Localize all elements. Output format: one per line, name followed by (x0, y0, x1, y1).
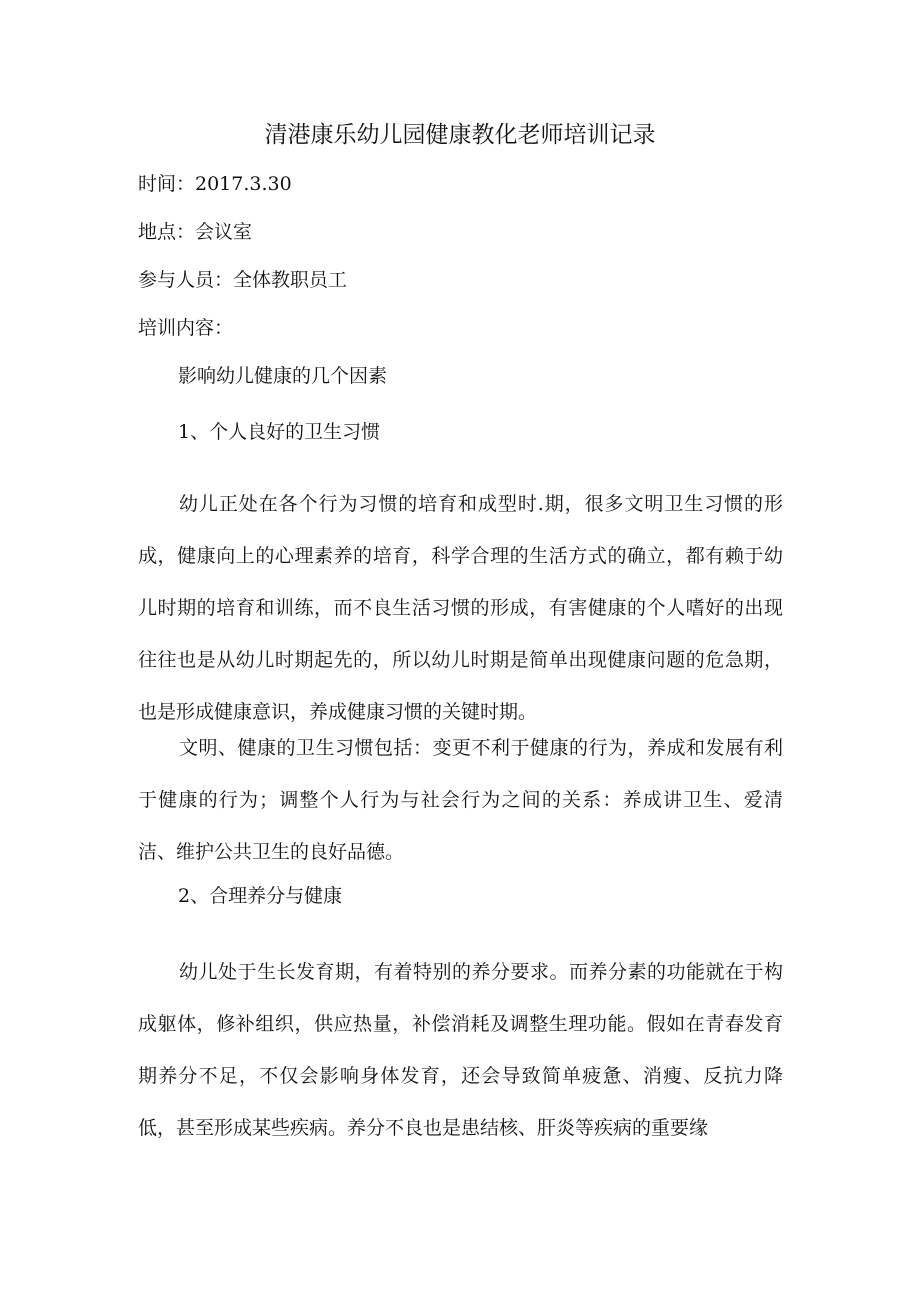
section1-paragraph-1: 幼儿正处在各个行为习惯的培育和成型时.期，很多文明卫生习惯的形成，健康向上的心理素养的培育，科学合理的生活方式的确立，都有赖于幼儿时期的培育和训练，而不良生活习惯的形成，有害健康的个人嗜好的出现往往也是从幼儿时期起先的，所以幼儿时期是简单出现健康问题的危急期，也是形成健康意识，养成健康习惯的关键时期。 (138, 493, 783, 723)
section1-heading: 1、个人良好的卫生习惯 (178, 421, 381, 443)
section1-paragraph-2: 文明、健康的卫生习惯包括：变更不利于健康的行为，养成和发展有利于健康的行为；调整个人行为与社会行为之间的关系：养成讲卫生、爱清洁、维护公共卫生的良好品德。 (138, 737, 783, 863)
meta-time: 时间：2017.3.30 (138, 173, 292, 195)
section2-heading: 2、合理养分与健康 (178, 885, 343, 907)
meta-participants: 参与人员：全体教职员工 (138, 269, 348, 291)
document-title: 清港康乐幼儿园健康教化老师培训记录 (264, 122, 656, 148)
meta-content-label: 培训内容： (138, 317, 234, 339)
intro-heading: 影响幼儿健康的几个因素 (178, 365, 388, 387)
meta-place: 地点：会议室 (138, 221, 253, 243)
section2-paragraph-1: 幼儿处于生长发育期，有着特别的养分要求。而养分素的功能就在于构成躯体，修补组织，供应热量，补偿消耗及调整生理功能。假如在青春发育期养分不足，不仅会影响身体发育，还会导致简单疲惫、消瘦、反抗力降低，甚至形成某些疾病。养分不良也是患结核、肝炎等疾病的重要缘 (138, 961, 783, 1139)
